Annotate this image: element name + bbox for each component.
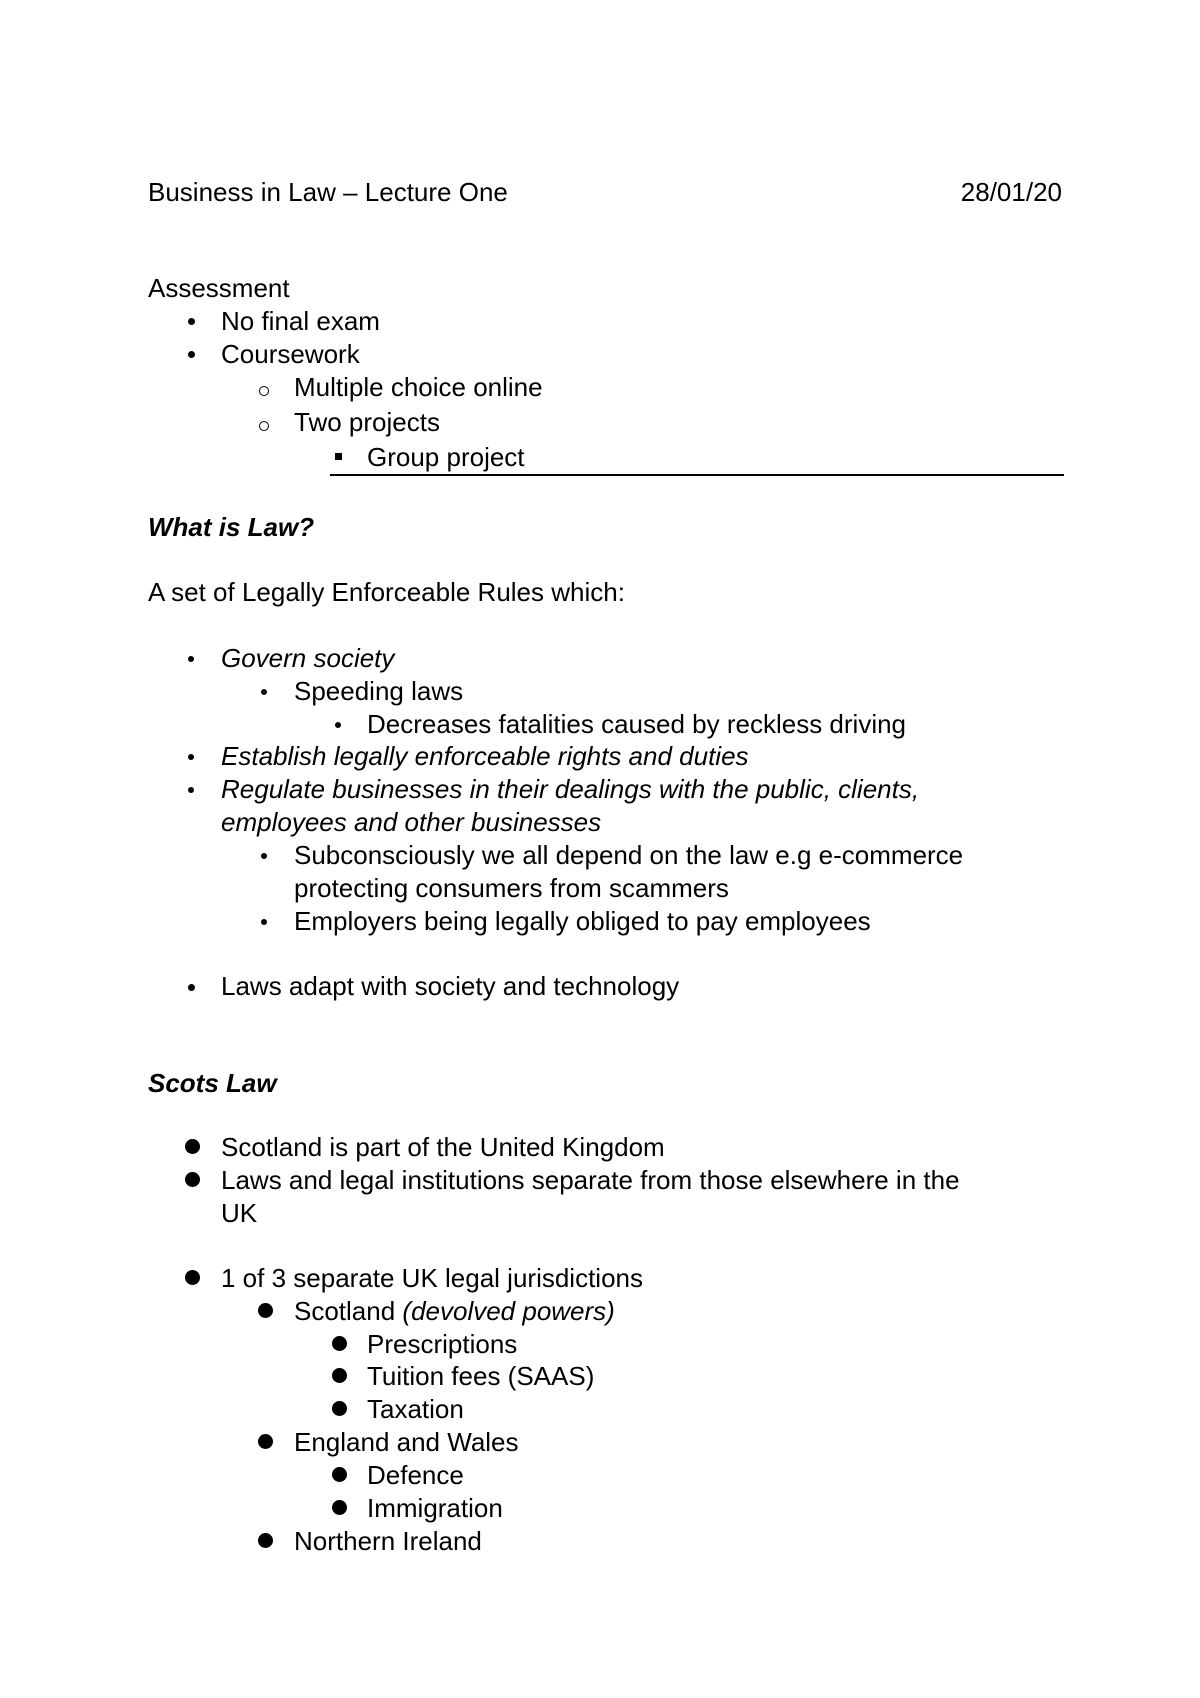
list-item: Laws and legal institutions separate from those elsewhere in the (221, 1165, 960, 1195)
jurisdiction-note: (devolved powers) (402, 1296, 615, 1326)
section-heading-scots-law: Scots Law (148, 1068, 277, 1098)
paragraph-intro: A set of Legally Enforceable Rules which: (148, 577, 625, 607)
document-title: Business in Law – Lecture One (148, 177, 508, 207)
list-item: Taxation (367, 1394, 464, 1424)
bullet-icon (185, 1139, 200, 1154)
hollow-bullet-icon (259, 386, 269, 396)
list-item: Immigration (367, 1493, 503, 1523)
list-item: Subconsciously we all depend on the law e.g e-commerce (294, 840, 964, 870)
list-item: Establish legally enforceable rights and duties (221, 741, 749, 771)
bullet-icon (335, 722, 341, 728)
list-item: Laws adapt with society and technology (221, 971, 680, 1001)
list-item: 1 of 3 separate UK legal jurisdictions (221, 1263, 644, 1293)
list-item-continuation: protecting consumers from scammers (294, 873, 729, 903)
jurisdiction-label: Scotland (294, 1296, 403, 1326)
list-item: Multiple choice online (294, 372, 543, 402)
list-item: Northern Ireland (294, 1526, 482, 1556)
list-item: Defence (367, 1460, 464, 1490)
assessment-heading: Assessment (148, 273, 290, 303)
bullet-icon (258, 1303, 273, 1318)
list-item: Decreases fatalities caused by reckless driving (367, 709, 907, 739)
bullet-icon (188, 318, 195, 325)
bullet-icon (258, 1533, 273, 1548)
list-item: Govern society (221, 643, 395, 673)
list-item-continuation: employees and other businesses (221, 807, 602, 837)
bullet-icon (188, 754, 194, 760)
bullet-icon (261, 919, 267, 925)
bullet-icon (185, 1270, 200, 1285)
bullet-icon (188, 351, 195, 358)
list-item: Regulate businesses in their dealings with the public, clients, (221, 774, 920, 804)
bullet-icon (188, 656, 194, 662)
bullet-icon (261, 853, 267, 859)
list-item: No final exam (221, 306, 380, 336)
hollow-bullet-icon (259, 421, 269, 431)
bullet-icon (332, 1500, 347, 1515)
section-heading-what-is-law: What is Law? (148, 512, 315, 542)
bullet-icon (258, 1434, 273, 1449)
list-item: Speeding laws (294, 676, 464, 706)
bullet-icon (188, 984, 195, 991)
bullet-icon (332, 1336, 347, 1351)
bullet-icon (332, 1467, 347, 1482)
bullet-icon (188, 787, 194, 793)
list-item: Tuition fees (SAAS) (367, 1361, 595, 1391)
list-item: Prescriptions (367, 1329, 518, 1359)
list-item: Group project (367, 442, 525, 472)
list-item-scotland (294, 1295, 615, 1327)
list-item: Scotland is part of the United Kingdom (221, 1132, 665, 1162)
horizontal-rule (330, 474, 1064, 476)
square-bullet-icon (335, 453, 342, 460)
list-item: Two projects (294, 407, 440, 437)
document-date: 28/01/20 (960, 177, 1062, 207)
list-item: Employers being legally obliged to pay employees (294, 906, 871, 936)
list-item-continuation: UK (221, 1198, 258, 1228)
list-item: Coursework (221, 339, 360, 369)
bullet-icon (332, 1401, 347, 1416)
bullet-icon (261, 689, 267, 695)
bullet-icon (185, 1172, 200, 1187)
list-item: England and Wales (294, 1427, 519, 1457)
bullet-icon (332, 1368, 347, 1383)
